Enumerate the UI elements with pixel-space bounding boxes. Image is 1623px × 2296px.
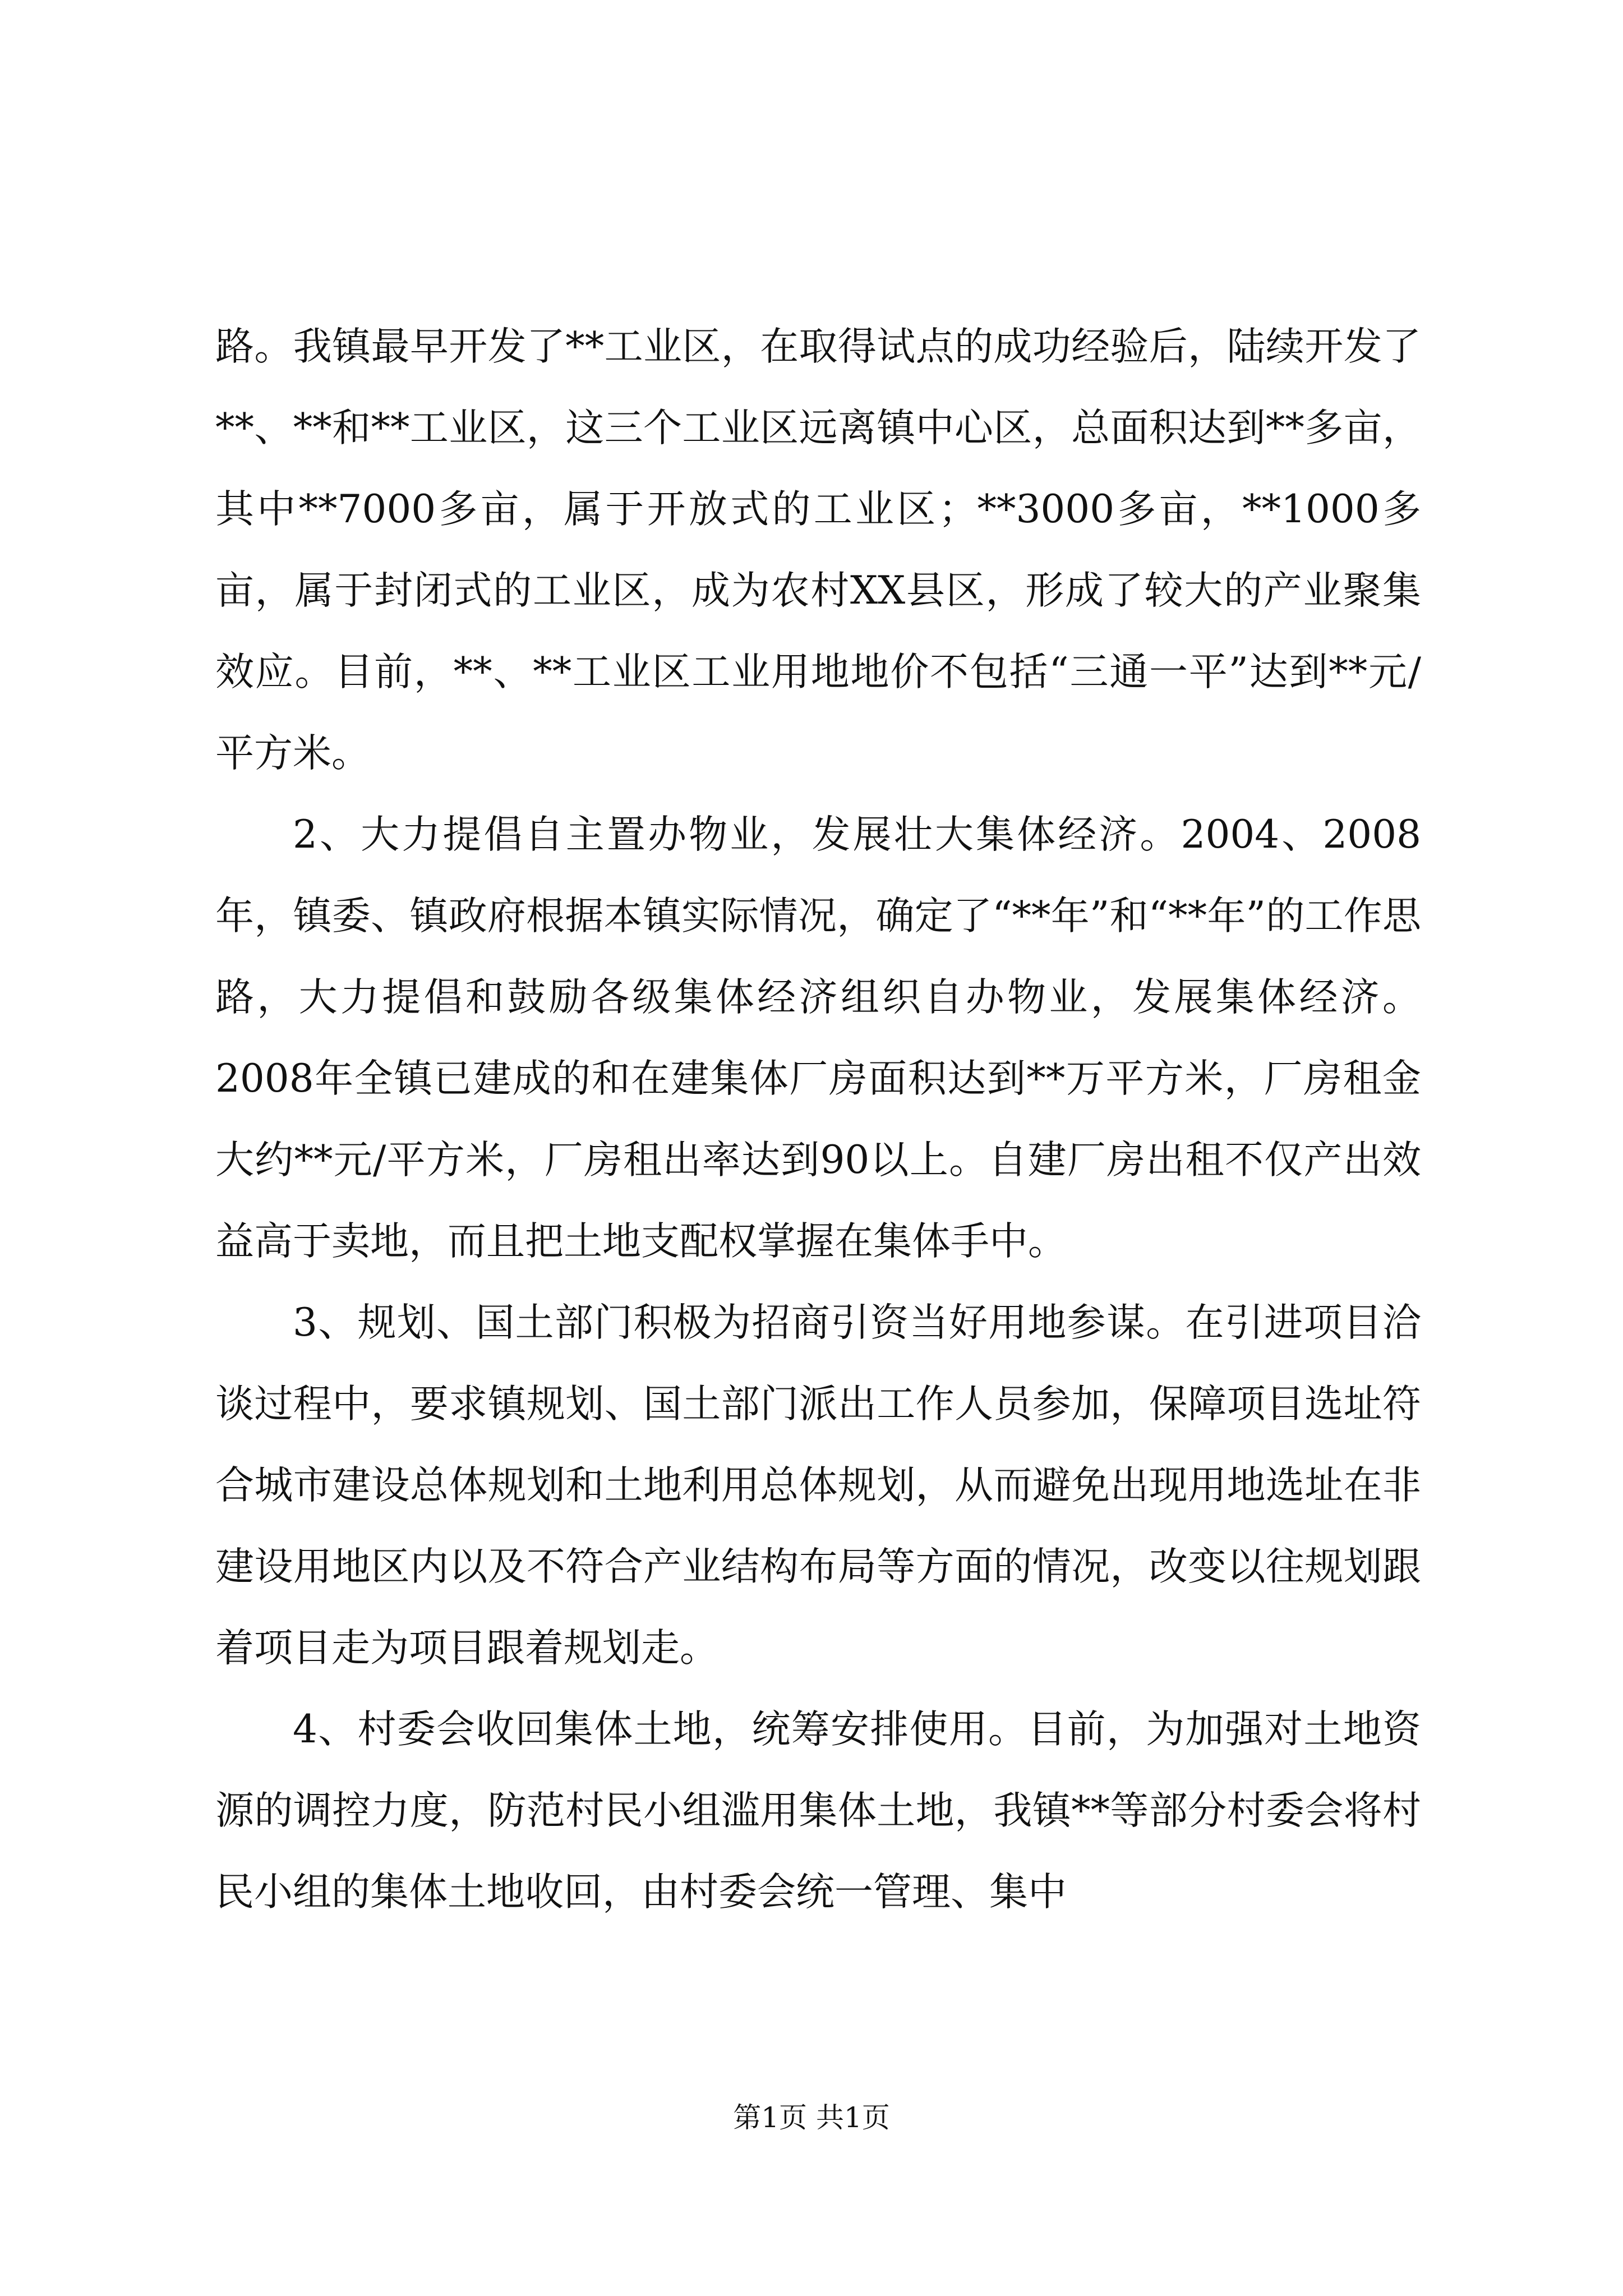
paragraph-3: 3、规划、国土部门积极为招商引资当好用地参谋。在引进项目洽谈过程中，要求镇规划、国土部门派出工作人员参加，保障项目选址符合城市建设总体规划和土地利用总体规划，从而避免出现用地选址在非建设用地区内以及不符合产业结构布局等方面的情况，改变以往规划跟着项目走为项目跟着规划走。 bbox=[215, 1300, 1421, 1671]
paragraph-4: 4、村委会收回集体土地，统筹安排使用。目前，为加强对土地资源的调控力度，防范村民小组滥用集体土地，我镇**等部分村委会将村民小组的集体土地收回，由村委会统一管理、集中 bbox=[215, 1707, 1421, 1915]
page-footer: 第1页 共1页 bbox=[733, 2101, 890, 2134]
paragraph-2: 2、大力提倡自主置办物业，发展壮大集体经济。2004、2008年，镇委、镇政府根据本镇实际情况，确定了“**年”和“**年”的工作思路，大力提倡和鼓励各级集体经济组织自办物业，发展集体经济。2008年全镇已建成的和在建集体厂房面积达到**万平方米，厂房租金大约**元/平方米，厂房租出率达到90以上。自建厂房出租不仅产出效益高于卖地，而且把土地支配权掌握在集体手中。 bbox=[215, 812, 1421, 1264]
document-body bbox=[215, 306, 1421, 1933]
paragraph-continued: 路。我镇最早开发了**工业区，在取得试点的成功经验后，陆续开发了**、**和**工业区，这三个工业区远离镇中心区，总面积达到**多亩，其中**7000多亩，属于开放式的工业区；**3000多亩，**1000多亩，属于封闭式的工业区，成为农村XX县区，形成了较大的产业聚集效应。目前，**、**工业区工业用地地价不包括“三通一平”达到**元/平方米。 bbox=[215, 324, 1421, 776]
